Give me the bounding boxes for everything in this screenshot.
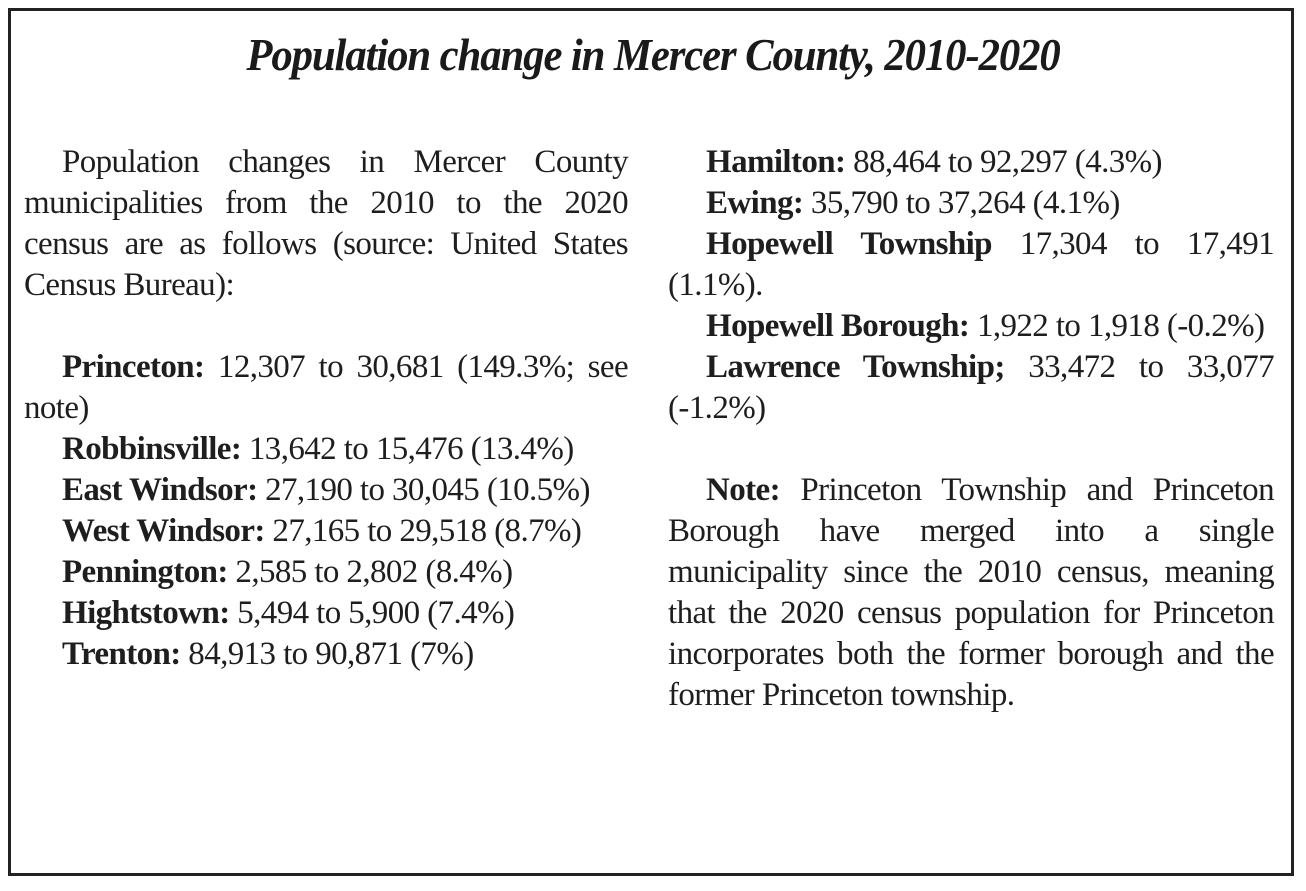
entry-value: 13,642 to 15,476 (13.4%) [241, 431, 574, 467]
page-title: Population change in Mercer County, 2010-2020 [246, 29, 1060, 80]
entry-name: Lawrence Township; [706, 349, 1005, 385]
entry-lawrence-township [668, 347, 1274, 429]
entry-name: Hamilton: [706, 144, 846, 180]
entry-name: West Windsor: [62, 513, 265, 549]
left-column [24, 142, 628, 675]
entry-name: Hightstown: [62, 595, 230, 631]
entry-ewing [668, 183, 1274, 224]
entry-princeton [24, 347, 628, 429]
entry-name: East Windsor: [62, 472, 258, 508]
entry-value: 17,304 to 17,491 (1.1%). [668, 226, 1274, 303]
entry-name: Ewing: [706, 185, 804, 221]
entry-robbinsville [24, 429, 628, 470]
entry-value: 27,165 to 29,518 (8.7%) [264, 513, 582, 549]
entry-value: 1,922 to 1,918 (-0.2%) [969, 308, 1265, 344]
entry-value: 33,472 to 33,077 (-1.2%) [668, 349, 1275, 426]
spacer [24, 306, 628, 347]
entry-hightstown [24, 593, 628, 634]
entry-name: Trenton: [62, 636, 181, 672]
entry-value: 5,494 to 5,900 (7.4%) [229, 595, 515, 631]
entry-name: Hopewell Township [706, 226, 992, 262]
entry-value: 88,464 to 92,297 (4.3%) [845, 144, 1162, 180]
note-label: Note: [706, 472, 780, 508]
right-column [668, 142, 1274, 716]
entry-hopewell-township [668, 224, 1274, 306]
entry-value: 12,307 to 30,681 (149.3%; see note) [24, 349, 628, 426]
entry-west-windsor [24, 511, 628, 552]
entry-value: 2,585 to 2,802 (8.4%) [227, 554, 513, 590]
entry-value: 35,790 to 37,264 (4.1%) [803, 185, 1120, 221]
entry-east-windsor [24, 470, 628, 511]
entry-value: 27,190 to 30,045 (10.5%) [257, 472, 590, 508]
entry-name: Pennington: [62, 554, 228, 590]
entry-hopewell-borough [668, 306, 1274, 347]
entry-value: 84,913 to 90,871 (7%) [180, 636, 474, 672]
entry-name: Hopewell Borough: [706, 308, 970, 344]
spacer [668, 429, 1274, 470]
entry-name: Robbinsville: [62, 431, 242, 467]
intro-paragraph: Population changes in Mercer County municipalities from the 2010 to the 2020 census are as follows (source: United States Census Bureau): [24, 144, 628, 303]
entry-trenton [24, 634, 628, 675]
entry-name: Princeton: [62, 349, 205, 385]
entry-pennington [24, 552, 628, 593]
note-paragraph [668, 470, 1274, 716]
entry-hamilton [668, 142, 1274, 183]
note-text: Princeton Township and Princeton Borough have merged into a single municipality since the 2010 census, meaning that the 2020 census population for Princeton incorporates both the former borough and the former Princeton township. [668, 472, 1274, 713]
